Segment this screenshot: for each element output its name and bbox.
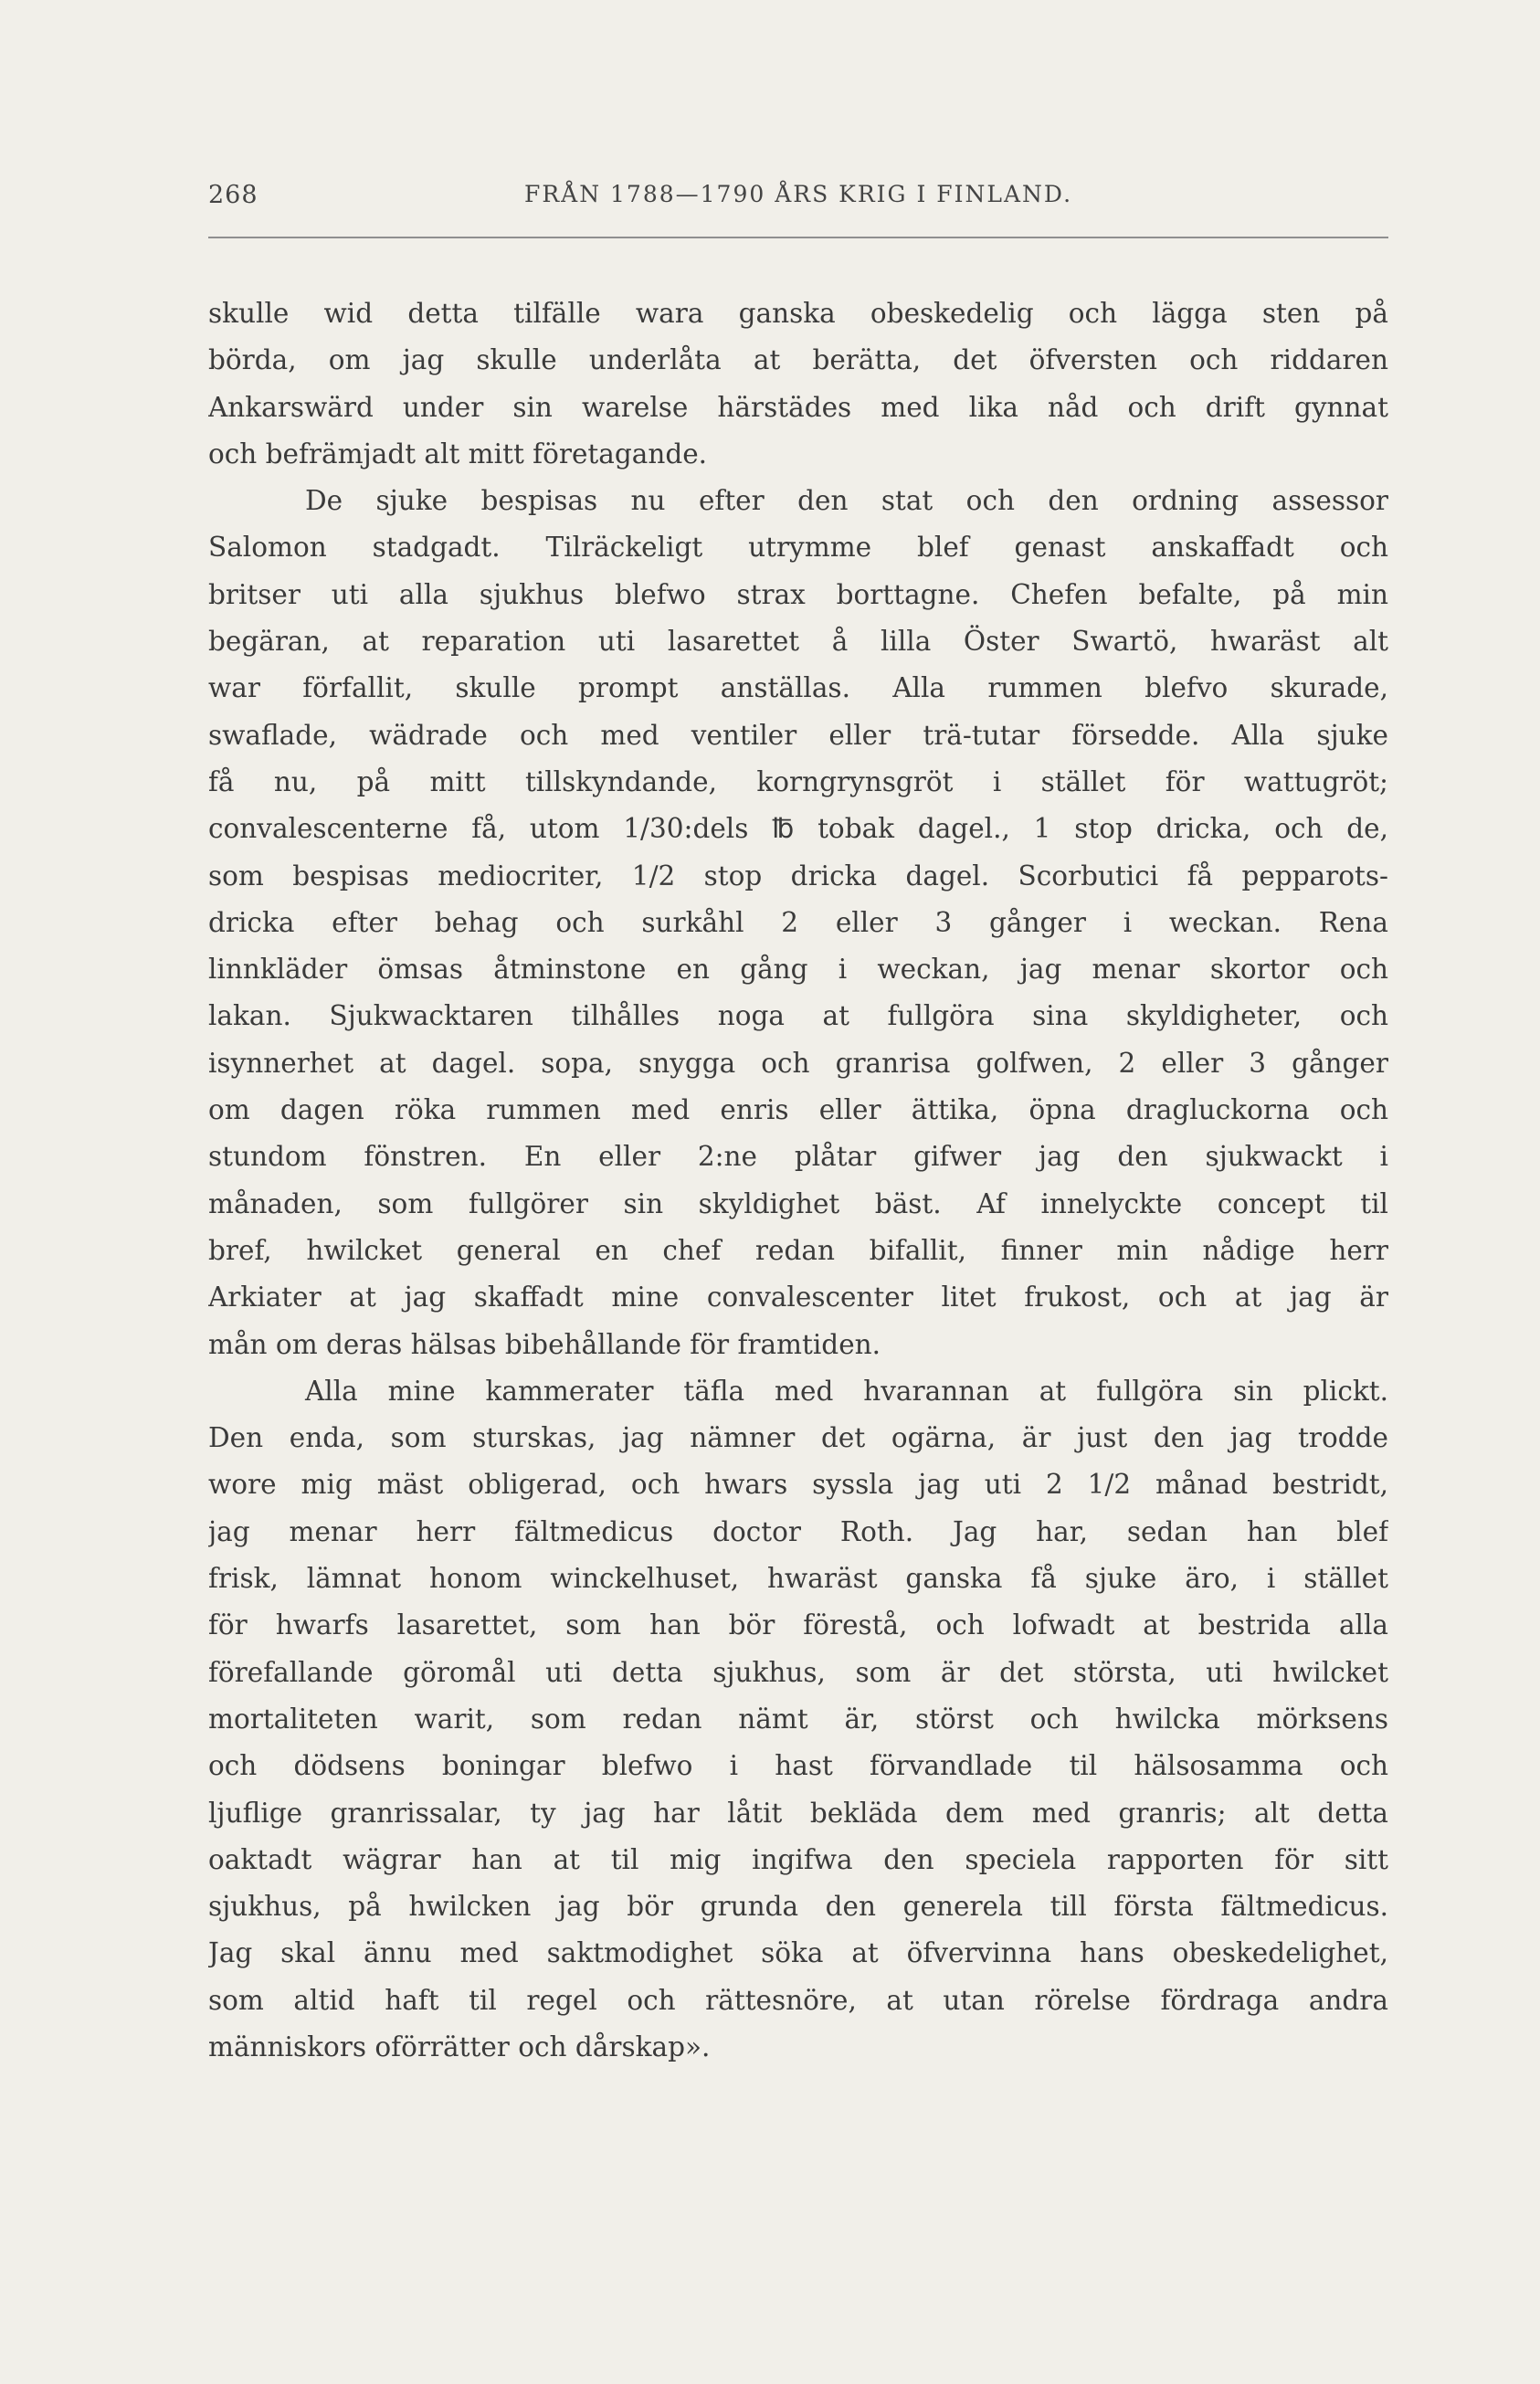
text-line: förefallande göromål uti detta sjukhus, som är det största, uti hwilcket [208,1656,1388,1688]
text-line: swaflade, wädrade och med ventiler eller trä-tutar försedde. Alla sjuke [208,719,1388,751]
text-line: som bespisas mediocriter, 1/2 stop dricka dagel. Scorbutici få pepparots- [208,860,1388,891]
text-line: och dödsens boningar blefwo i hast förvandlade til hälsosamma och [208,1750,1388,1782]
text-line: war förfallit, skulle prompt anställas. Alla rummen blefvo skurade, [208,672,1388,704]
text-line: bref, hwilcket general en chef redan bifallit, finner min nådige herr [208,1234,1388,1266]
text-line: begäran, at reparation uti lasarettet å lilla Öster Swartö, hwaräst alt [208,626,1388,658]
text-line: oaktadt wägrar han at til mig ingifwa den speciela rapporten för sitt [208,1843,1388,1875]
text-line: skulle wid detta tilfälle wara ganska obeskedelig och lägga sten på [208,298,1388,329]
body-text [208,290,1388,2071]
text-line: Den enda, som sturskas, jag nämner det ogärna, är just den jag trodde [208,1422,1388,1454]
text-line: Alla mine kammerater täfla med hvarannan at fullgöra sin plickt. [305,1375,1388,1407]
text-line: få nu, på mitt tillskyndande, korngrynsgröt i stället för wattugröt; [208,765,1388,797]
header-rule [208,237,1388,238]
text-line: frisk, lämnat honom winckelhuset, hwaräst ganska få sjuke äro, i stället [208,1563,1388,1595]
text-line: mortaliteten warit, som redan nämt är, störst och hwilcka mörksens [208,1703,1388,1735]
text-line: stundom fönstren. En eller 2:ne plåtar gifwer jag den sjukwackt i [208,1141,1388,1173]
text-line: dricka efter behag och surkåhl 2 eller 3 gånger i weckan. Rena [208,906,1388,938]
text-line: människors oförrätter och dårskap». [208,2031,711,2062]
page-number: 268 [208,181,258,209]
running-head [208,181,1388,221]
text-line: linnkläder ömsas åtminstone en gång i weckan, jag menar skortor och [208,954,1388,986]
text-line: och befrämjadt alt mitt företagande. [208,438,708,469]
text-line: mån om deras hälsas bibehållande för framtiden. [208,1328,881,1360]
text-line: De sjuke bespisas nu efter den stat och den ordning assessor [305,485,1388,517]
text-line: jag menar herr fältmedicus doctor Roth. Jag har, sedan han blef [208,1515,1388,1547]
text-line: Salomon stadgadt. Tilräckeligt utrymme blef genast anskaffadt och [208,532,1388,564]
text-line: börda, om jag skulle underlåta at berätta, det öfversten och riddaren [208,344,1388,376]
text-line: isynnerhet at dagel. sopa, snygga och granrisa golfwen, 2 eller 3 gånger [208,1047,1388,1079]
text-line: britser uti alla sjukhus blefwo strax borttagne. Chefen befalte, på min [208,578,1388,610]
text-line: lakan. Sjukwacktaren tilhålles noga at fullgöra sina skyldigheter, och [208,1000,1388,1032]
text-line: Jag skal ännu med saktmodighet söka at öfvervinna hans obeskedelighet, [208,1937,1388,1969]
text-line: wore mig mäst obligerad, och hwars syssla jag uti 2 1/2 månad bestridt, [208,1469,1388,1501]
text-line: som altid haft til regel och rättesnöre, at utan rörelse fördraga andra [208,1984,1388,2016]
text-line: sjukhus, på hwilcken jag bör grunda den generela till första fältmedicus. [208,1891,1388,1923]
text-line: Arkiater at jag skaffadt mine convalescenter litet frukost, och at jag är [208,1282,1388,1313]
text-line: månaden, som fullgörer sin skyldighet bäst. Af innelyckte concept til [208,1187,1388,1219]
text-line: ljuflige granrissalar, ty jag har låtit beklädа dem med granris; alt detta [208,1797,1388,1829]
text-line: convalescenterne få, utom 1/30:dels ℔ tobak dagel., 1 stop dricka, och de, [208,813,1388,845]
text-line: för hwarfs lasarettet, som han bör förestå, och lofwadt at bestrida alla [208,1609,1388,1641]
text-line: Ankarswärd under sin warelse härstädes med lika nåd och drift gynnat [208,391,1388,423]
running-title: FRÅN 1788—1790 ÅRS KRIG I FINLAND. [523,181,1073,207]
text-line: om dagen röka rummen med enris eller ättika, öpna dragluckorna och [208,1094,1388,1126]
